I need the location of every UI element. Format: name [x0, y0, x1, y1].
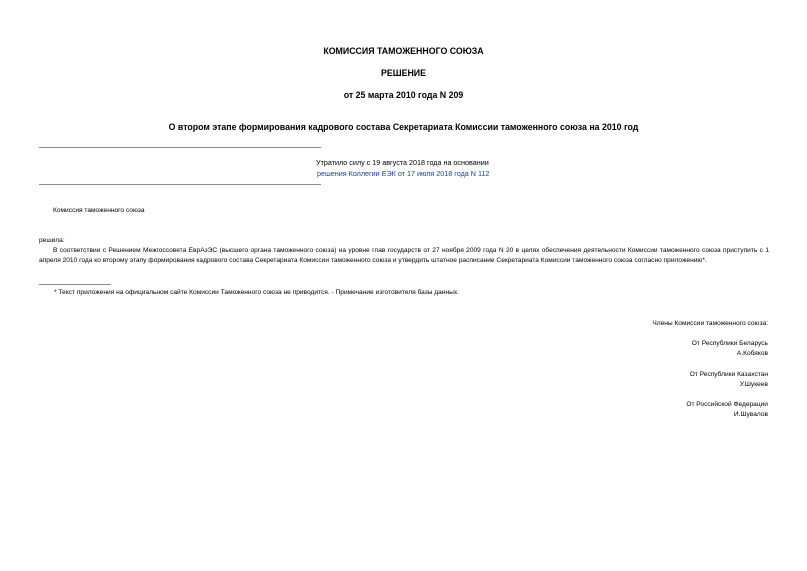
issuer-text: Комиссия таможенного союза [53, 207, 145, 214]
repeal-decision-link[interactable]: решения Коллегии ЕЭК от 17 июля 2018 года N 112 [317, 169, 490, 178]
signatory-name: И.Шувалов [733, 411, 768, 418]
signatory-name: А.Кобяков [736, 350, 768, 357]
decided-text: решила: [39, 237, 65, 244]
signatory-country: От Российской Федерации [686, 401, 768, 408]
doc-title: О втором этапе формирования кадрового состава Секретариата Комиссии таможенного союза на 2010 год [168, 122, 639, 132]
signatory-country: От Республики Казахстан [689, 371, 768, 378]
status-top-rule [39, 147, 321, 148]
signatory-name: У.Шукеев [739, 381, 768, 388]
footnote-rule [39, 284, 111, 285]
decision-paragraph: В соответствии с Решением Межгоссовета ЕврАзЭС (высшего органа таможенного союза) на уровне глав государств от 27 ноября 2009 года N 20 в целях обеспечения деятельности Комиссии таможенного союза приступить с 1 апреля 2010 года ко второму этапу формирования кадрового состава Секретариата Комиссии таможенного союза и утвердить штатное расписание Секретариата Комиссии таможенного союза согласно приложению*. [39, 247, 769, 264]
status-bottom-rule [39, 184, 321, 185]
doc-type-heading: РЕШЕНИЕ [381, 68, 426, 78]
signatory-country: От Республики Беларусь [691, 340, 768, 347]
footnote-text: * Текст приложения на официальном сайте Комиссии Таможенного союза не приводится. - Примечание изготовителя базы данных. [54, 289, 459, 296]
signatures-heading: Члены Комиссии таможенного союза: [652, 320, 768, 327]
status-text: Утратило силу с 19 августа 2018 года на основании [316, 158, 489, 167]
doc-date-number: от 25 марта 2010 года N 209 [343, 90, 464, 100]
org-heading: КОМИССИЯ ТАМОЖЕННОГО СОЮЗА [323, 46, 484, 56]
